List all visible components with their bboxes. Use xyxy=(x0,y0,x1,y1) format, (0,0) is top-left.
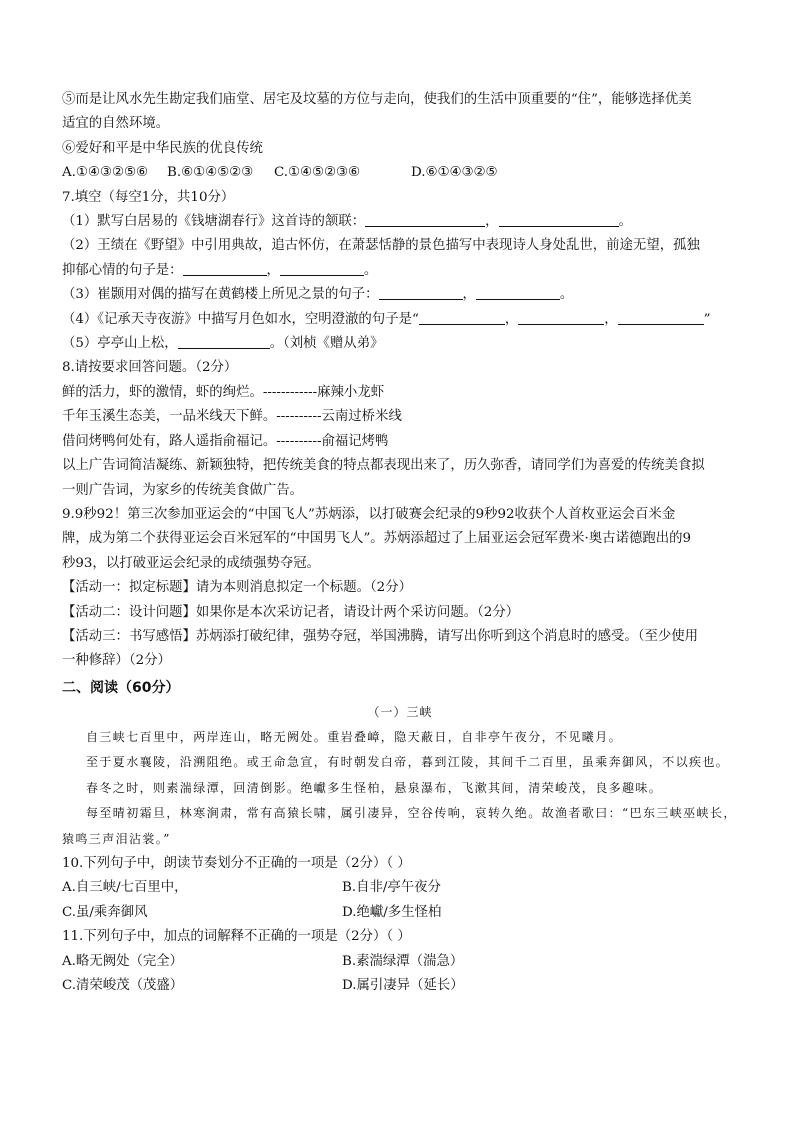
punctuation: 。 xyxy=(618,214,632,230)
answer-blank[interactable] xyxy=(178,333,270,349)
answer-blank[interactable] xyxy=(419,309,505,325)
q7-sub-5 xyxy=(62,332,738,356)
punctuation: ， xyxy=(266,262,280,278)
q11-options-row-1 xyxy=(62,950,738,974)
q6-option-d: D.⑥①④③②⑤ xyxy=(411,165,498,181)
answer-blank[interactable] xyxy=(365,211,485,227)
q6-item-5-line-2: 适宜的自然环境。 xyxy=(62,116,170,132)
q7-sub-5-prompt: （5）亭亭山上松， xyxy=(62,336,178,352)
q10-option-b: B.自非/亭午夜分 xyxy=(342,880,441,896)
exam-page xyxy=(62,88,738,999)
answer-blank[interactable] xyxy=(183,260,267,276)
q10-title: 10.下列句子中，朗读节奏划分不正确的一项是（2分）（ ） xyxy=(62,856,411,872)
q9-news-line-3: 秒93，以打破亚运会纪录的成绩强势夺冠。 xyxy=(62,555,321,571)
q9-activity-1: 【活动一：拟定标题】请为本则消息拟定一个标题。（2分） xyxy=(62,580,412,596)
passage-paragraph-3: 春冬之时，则素湍绿潭，回清倒影。绝巘多生怪柏，悬泉瀑布，飞漱其间，清荣峻茂，良多趣味。 xyxy=(86,780,663,795)
punctuation: 。 xyxy=(363,262,378,278)
q8-ad-2: 千年玉溪生态美，一品米线天下鲜。----------云南过桥米线 xyxy=(62,409,402,425)
q10-option-c: C.虽/乘奔御风 xyxy=(62,904,148,920)
q8-description-line-2: 一则广告词，为家乡的传统美食做广告。 xyxy=(62,482,304,498)
q7-sub-4 xyxy=(62,308,738,332)
q7-sub-2: （2）王绩在《野望》中引用典故，追古怀仿，在萧瑟恬静的景色描写中表现诗人身处乱世，前途无望，孤独 xyxy=(62,238,700,254)
answer-blank[interactable] xyxy=(499,211,619,227)
q6-item-5-line-1: ⑤而是让风水先生勘定我们庙堂、居宅及坟墓的方位与走向，使我们的生活中顶重要的“住”，能够选择优美 xyxy=(62,92,692,107)
q9-news-line-2: 牌，成为第二个获得亚运会百米冠军的“中国男飞人”。苏炳添超过了上届亚运会冠军费米·奥古诺德跑出的9 xyxy=(62,531,692,547)
q7-sub-4-prompt: （4）《记承天寺夜游》中描写月色如水，空明澄澈的句子是“ xyxy=(62,311,419,327)
q9-activity-3-line-1: 【活动三：书写感悟】苏炳添打破纪律，强势夺冠，举国沸腾，请写出你听到这个消息时的感受。（至少使用 xyxy=(62,628,699,644)
q7-title: 7.填空（每空1分，共10分） xyxy=(62,189,235,205)
answer-blank[interactable] xyxy=(618,309,704,325)
punctuation: ， xyxy=(462,287,476,303)
q9-activity-2: 【活动二：设计问题】如果你是本次采访记者，请设计两个采访问题。（2分） xyxy=(62,604,520,620)
q10-option-d: D.绝巘/多生怪柏 xyxy=(342,904,442,920)
q9-news-line-1: 9.9秒92！第三次参加亚运会的“中国飞人”苏炳添，以打破赛会纪录的9秒92收获个人首枚亚运会百米金 xyxy=(62,506,676,522)
q11-option-b: B.素湍绿潭（湍急） xyxy=(342,953,464,969)
answer-blank[interactable] xyxy=(476,284,560,300)
q7-sub-3 xyxy=(62,283,738,307)
passage-paragraph-2: 至于夏水襄陵，沿溯阻绝。或王命急宣，有时朝发白帝，暮到江陵，其间千二百里，虽乘奔御风，不以疾也。 xyxy=(86,755,730,770)
q7-sub-1 xyxy=(62,210,738,234)
punctuation: 。 xyxy=(559,287,574,303)
q8-title: 8.请按要求回答问题。（2分） xyxy=(62,360,238,376)
q11-title: 11.下列句子中，加点的词解释不正确的一项是（2分）（ ） xyxy=(62,929,411,945)
passage-paragraph-4: 每至晴初霜旦，林寒涧肃，常有高猿长啸，属引凄异，空谷传响，哀转久绝。故渔者歌曰：“巴东三峡巫峡长，猿鸣三声泪沾裳。” xyxy=(62,806,737,846)
q6-option-a: A.①④③②⑤⑥ xyxy=(62,165,148,181)
punctuation: ， xyxy=(485,214,499,230)
passage-title: （一）三峡 xyxy=(367,705,433,720)
answer-blank[interactable] xyxy=(280,260,364,276)
q7-sub-2-prompt: 抑郁心情的句子是： xyxy=(62,262,183,278)
q8-ad-3: 借问烤鸭何处有，路人遥指俞福记。----------俞福记烤鸭 xyxy=(62,433,389,449)
q6-item-6: ⑥爱好和平是中华民族的优良传统 xyxy=(62,140,263,156)
q8-ad-1: 鲜的活力，虾的激情，虾的绚烂。------------麻辣小龙虾 xyxy=(62,384,385,400)
q10-options-row-1 xyxy=(62,876,738,900)
q7-sub-2-line-2 xyxy=(62,259,738,283)
punctuation: ， xyxy=(604,311,618,327)
q7-sub-1-prompt: （1）默写白居易的《钱塘湖春行》这首诗的颔联： xyxy=(62,214,366,230)
punctuation: ” xyxy=(703,311,711,327)
q11-option-a: A.略无阙处（完全） xyxy=(62,953,184,969)
q11-option-d: D.属引凄异（延长） xyxy=(342,978,464,994)
passage-paragraph-1: 自三峡七百里中，两岸连山，略无阙处。重岩叠嶂，隐天蔽日，自非亭午夜分，不见曦月。 xyxy=(86,729,623,744)
q7-sub-3-prompt: （3）崔颢用对偶的描写在黄鹤楼上所见之景的句子： xyxy=(62,287,379,303)
q10-option-a: A.自三峡/七百里中， xyxy=(62,880,188,896)
section-heading-reading: 二、阅读（60分） xyxy=(62,679,180,696)
q11-options-row-2 xyxy=(62,974,738,998)
q6-option-b: B.⑥①④⑤②③ xyxy=(167,165,254,181)
q9-activity-3-line-2: 一种修辞）（2分） xyxy=(62,653,171,669)
q6-option-c: C.①④⑤②③⑥ xyxy=(274,165,361,181)
q11-option-c: C.清荣峻茂（茂盛） xyxy=(62,978,184,994)
q10-options-row-2 xyxy=(62,901,738,925)
q8-description-line-1: 以上广告词简洁凝练、新颖独特，把传统美食的特点都表现出来了，历久弥香，请同学们为喜爱的传统美食拟 xyxy=(62,458,705,474)
q6-options xyxy=(62,161,738,185)
answer-blank[interactable] xyxy=(518,309,604,325)
punctuation: ， xyxy=(504,311,519,327)
answer-blank[interactable] xyxy=(379,284,463,300)
q7-sub-5-source: 。（刘桢《赠从弟》 xyxy=(269,336,384,352)
